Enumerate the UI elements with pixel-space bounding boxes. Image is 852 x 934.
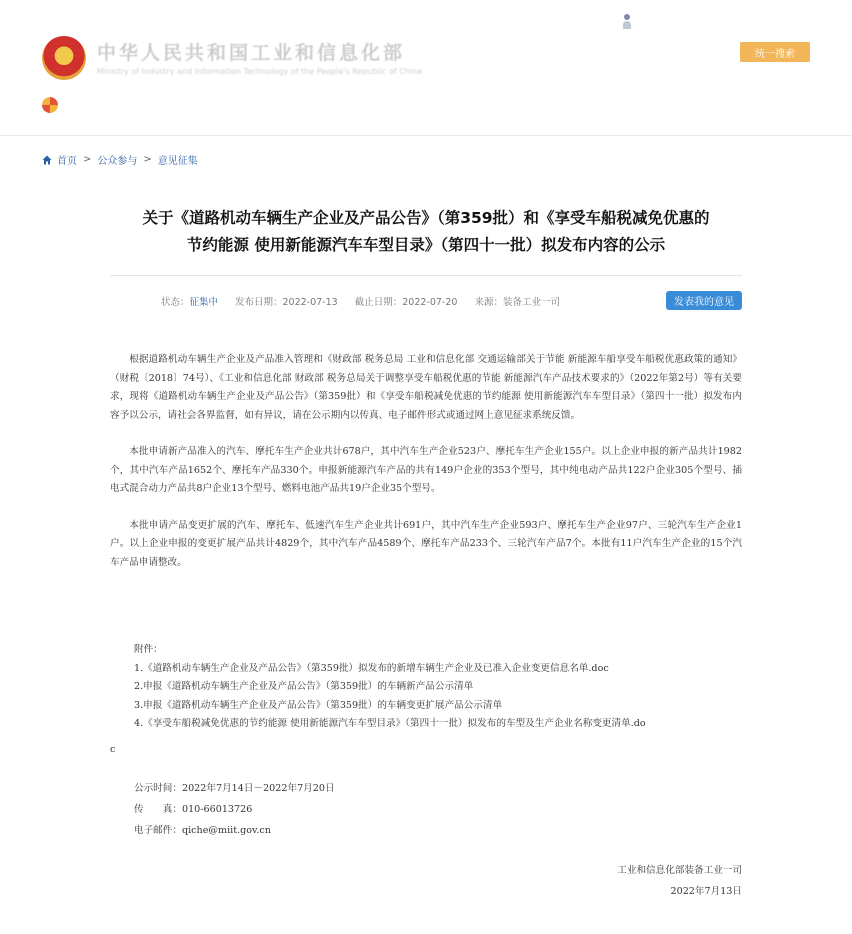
- signature: [617, 860, 742, 902]
- breadcrumb-separator: >: [83, 154, 92, 165]
- email-address: 电子邮件：qiche@miit.gov.cn: [134, 825, 271, 836]
- body-paragraph-3: 本批申请产品变更扩展的汽车、摩托车、低速汽车生产企业共计691户，其中汽车生产企业593户、摩托车生产企业97户、三轮汽车生产企业1户。以上企业申报的变更扩展产品共计4829个，其中汽车产品4589个、摩托车产品233个、三轮汽车产品7个。本批有11户汽车生产企业的15个汽车产品申请整改。: [110, 519, 742, 568]
- publish-date: 发布日期：2022-07-13: [234, 297, 338, 308]
- body-paragraph-2: 本批申请新产品准入的汽车、摩托车生产企业共计678户，其中汽车生产企业523户、摩托车生产企业155户。以上企业申报的新产品共计1982个，其中汽车产品1652个、摩托车产品330个。申报新能源汽车产品的共有149户企业的353个型号，其中纯电动产品共122户企业305个型号、插电式混合动力产品共8户企业13个型号、燃料电池产品共19户企业35个型号。: [110, 446, 742, 494]
- attachment-link-4[interactable]: 4.《享受车船税减免优惠的节约能源 使用新能源汽车车型目录》（第四十一批）拟发布的车型及生产企业名称变更清单.do: [134, 718, 646, 729]
- fax-number: 传 真：010-66013726: [134, 804, 253, 815]
- title-divider: [110, 275, 742, 276]
- breadcrumb-opinion-collection-link[interactable]: 意见征集: [157, 156, 198, 167]
- attachments-label: 附件：: [134, 644, 163, 655]
- attachment-link-2[interactable]: 2.申报《道路机动车辆生产企业及产品公告》（第359批）的车辆新产品公示清单: [134, 681, 474, 692]
- user-icon[interactable]: [622, 14, 632, 32]
- source: 来源：装备工业一司: [474, 297, 560, 308]
- unified-search-button[interactable]: 统一搜索: [740, 42, 810, 62]
- status-value: 征集中: [189, 297, 218, 308]
- site-name-english: Ministry of Industry and Information Technology of the People's Republic of China: [97, 67, 423, 76]
- notice-period: 公示时间：2022年7月14日－2022年7月20日: [134, 783, 335, 794]
- breadcrumb-separator: >: [143, 154, 152, 165]
- signature-date: 2022年7月13日: [670, 886, 742, 897]
- site-name: 中华人民共和国工业和信息化部: [97, 42, 406, 64]
- attachment-link-3[interactable]: 3.申报《道路机动车辆生产企业及产品公告》（第359批）的车辆变更扩展产品公示清单: [134, 699, 503, 711]
- body-paragraph-1: 根据道路机动车辆生产企业及产品准入管理和《财政部 税务总局 工业和信息化部 交通运输部关于节能 新能源车船享受车船税优惠政策的通知》（财税〔2018〕74号）、《工业和信息化部 财政部 税务总局关于调整享受车船税优惠的节能 新能源汽车产品技术要求的》（2022年第2号）等有关要求，现将《道路机动车辆生产企业及产品公告》（第359批）和《享受车船税减免优惠的节约能源 使用新能源汽车车型目录》（第四十一批）拟发布内容予以公示，请社会各界监督，如有异议，请在公示期内以传真、电子邮件形式或通过网上意见征求系统反馈。: [110, 354, 742, 421]
- signature-organization: 工业和信息化部装备工业一司: [617, 865, 742, 876]
- site-header: [0, 0, 852, 136]
- article-title-line-1: 关于《道路机动车辆生产企业及产品公告》（第359批）和《享受车船税减免优惠的: [142, 209, 710, 227]
- miit-logo-icon: [42, 97, 58, 113]
- article-title: [110, 205, 742, 259]
- contact-info: [134, 778, 335, 841]
- post-comment-button[interactable]: 发表我的意见: [666, 291, 742, 310]
- attachment-link-4-wrap[interactable]: c: [110, 744, 116, 755]
- national-emblem-icon: [42, 36, 86, 80]
- article-meta: [110, 291, 742, 311]
- article-title-line-2: 节约能源 使用新能源汽车车型目录》（第四十一批）拟发布内容的公示: [186, 236, 666, 254]
- breadcrumb-home-link[interactable]: 首页: [57, 156, 77, 167]
- home-icon: [42, 155, 52, 165]
- breadcrumb: [42, 152, 198, 167]
- deadline-date: 截止日期：2022-07-20: [354, 297, 458, 308]
- attachment-link-1[interactable]: 1.《道路机动车辆生产企业及产品公告》（第359批）拟发布的新增车辆生产企业及已准入企业变更信息名单.doc: [134, 662, 609, 674]
- breadcrumb-public-participation-link[interactable]: 公众参与: [97, 156, 138, 167]
- article-body: [110, 351, 742, 590]
- status-label: 状态：: [160, 297, 190, 308]
- attachments-list: [134, 641, 646, 734]
